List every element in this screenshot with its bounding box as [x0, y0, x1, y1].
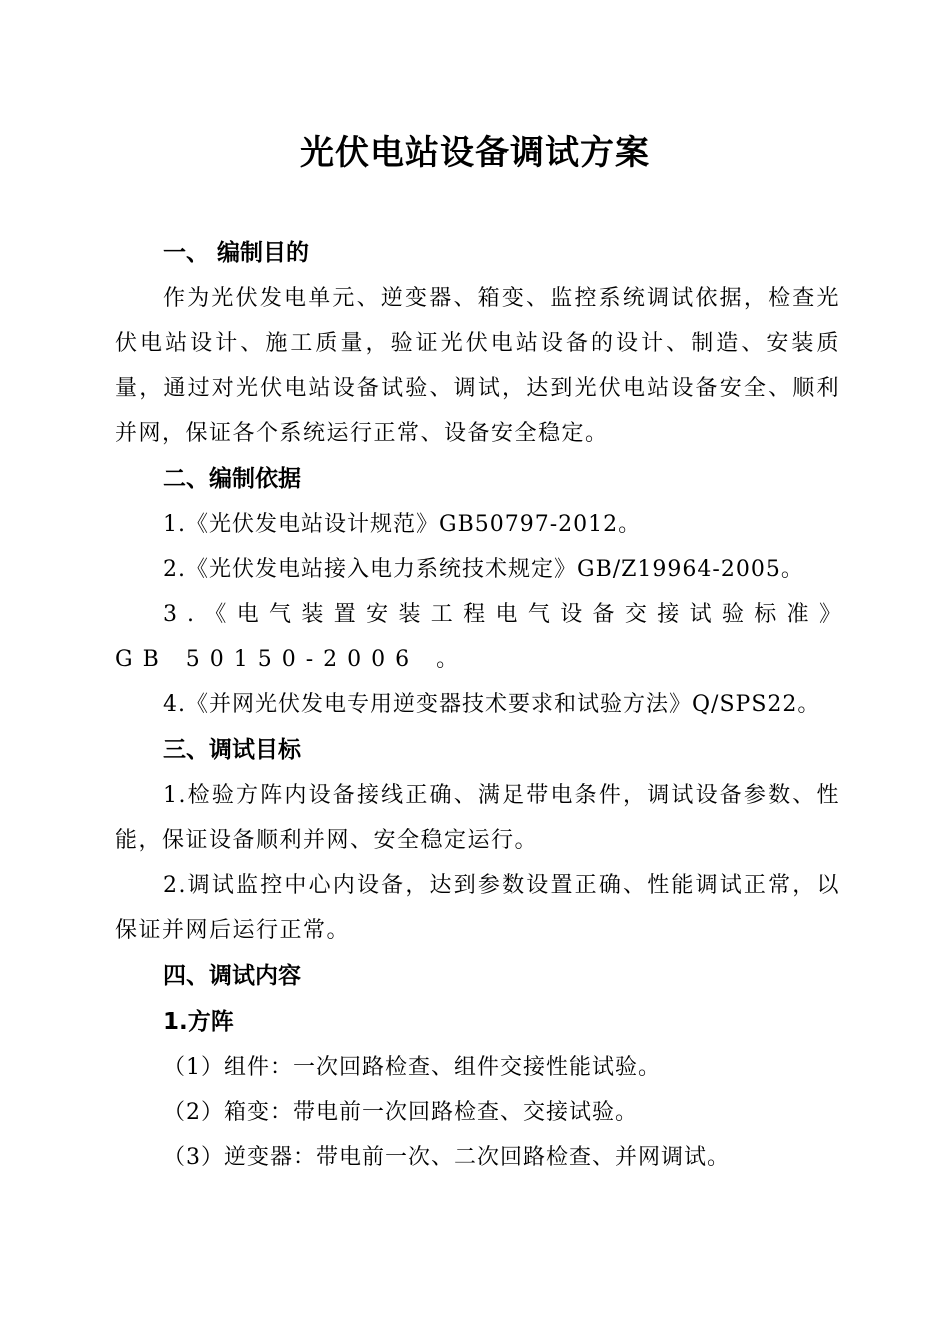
subsection-heading: 1.方阵 [163, 1009, 234, 1035]
reference-item: 2.《光伏发电站接入电力系统技术规定》GB/Z19964-2005。 [163, 557, 804, 582]
section-heading: 四、调试内容 [163, 963, 301, 989]
list-item: （2）箱变：带电前一次回路检查、交接试验。 [163, 1100, 638, 1125]
section-heading: 二、编制依据 [163, 466, 301, 492]
section-heading: 三、调试目标 [163, 737, 301, 763]
paragraph: 2.调试监控中心内设备，达到参数设置正确、性能调试正常，以保证并网后运行正常。 [115, 873, 840, 943]
list-item: （3）逆变器：带电前一次、二次回路检查、并网调试。 [163, 1145, 730, 1170]
paragraph: 1.检验方阵内设备接线正确、满足带电条件，调试设备参数、性能，保证设备顺利并网、安全稳定运行。 [115, 783, 840, 853]
reference-item: 4.《并网光伏发电专用逆变器技术要求和试验方法》Q/SPS22。 [163, 692, 821, 717]
document-body [115, 230, 840, 1180]
document-title: 光伏电站设备调试方案 [300, 133, 650, 173]
reference-item: 1.《光伏发电站设计规范》GB50797-2012。 [163, 512, 642, 537]
list-item: （1）组件：一次回路检查、组件交接性能试验。 [163, 1055, 661, 1080]
paragraph: 作为光伏发电单元、逆变器、箱变、监控系统调试依据，检查光伏电站设计、施工质量，验证光伏电站设备的设计、制造、安装质量，通过对光伏电站设备试验、调试，达到光伏电站设备安全、顺利并网，保证各个系统运行正常、设备安全稳定。 [115, 286, 840, 446]
reference-item: 3.《电气装置安装工程电气设备交接试验标准》GB 50150-2006 。 [115, 602, 840, 672]
section-heading: 一、 编制目的 [163, 240, 310, 266]
